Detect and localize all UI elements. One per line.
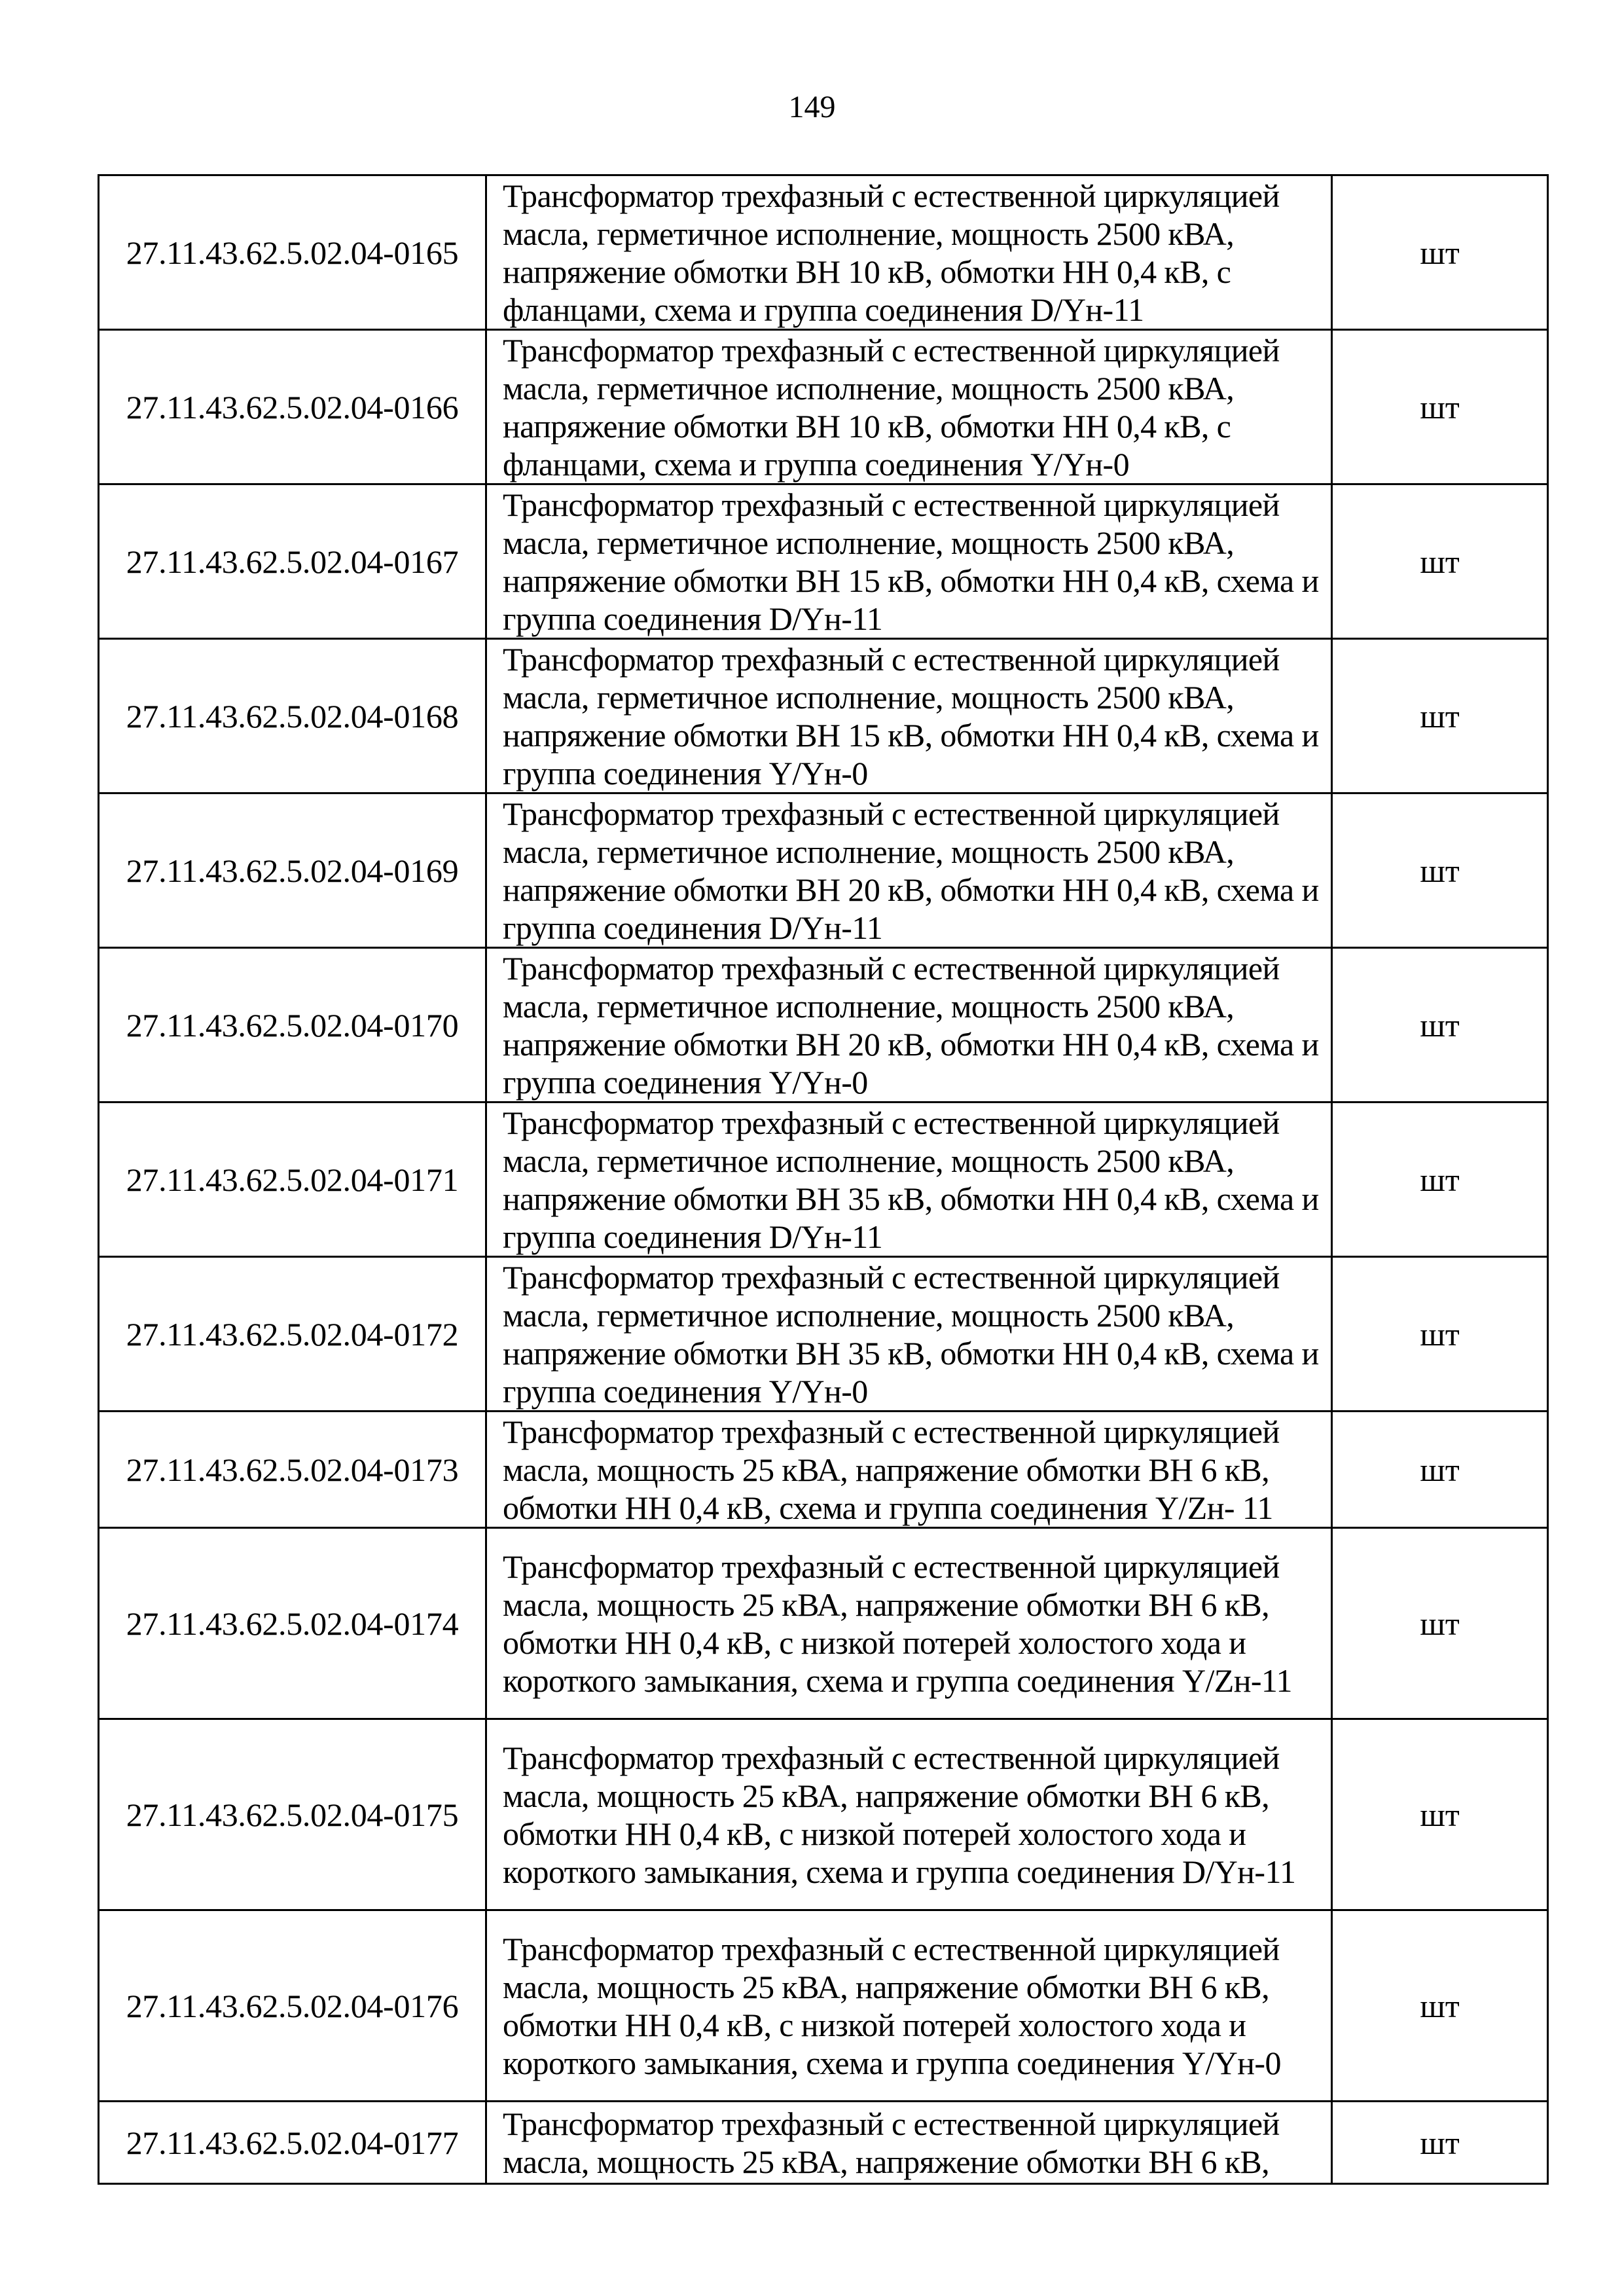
item-code: 27.11.43.62.5.02.04-0168: [99, 639, 486, 793]
item-code: 27.11.43.62.5.02.04-0175: [99, 1719, 486, 1910]
table-row: [99, 793, 1548, 948]
item-description: Трансформатор трехфазный с естественной циркуляцией масла, герметичное исполнение, мощность 2500 кВА, напряжение обмотки ВН 10 кВ, обмотки НН 0,4 кВ, с фланцами, схема и группа соединения Y/Yн-0: [486, 330, 1332, 484]
table-row: [99, 1528, 1548, 1719]
item-code: 27.11.43.62.5.02.04-0171: [99, 1102, 486, 1257]
item-code: 27.11.43.62.5.02.04-0170: [99, 948, 486, 1102]
item-unit: шт: [1332, 639, 1548, 793]
item-description: Трансформатор трехфазный с естественной циркуляцией масла, герметичное исполнение, мощность 2500 кВА, напряжение обмотки ВН 35 кВ, обмотки НН 0,4 кВ, схема и группа соединения Y/Yн-0: [486, 1257, 1332, 1412]
table-row: [99, 175, 1548, 330]
item-description: Трансформатор трехфазный с естественной циркуляцией масла, герметичное исполнение, мощность 2500 кВА, напряжение обмотки ВН 10 кВ, обмотки НН 0,4 кВ, с фланцами, схема и группа соединения D/Yн-11: [486, 175, 1332, 330]
item-description: Трансформатор трехфазный с естественной циркуляцией масла, мощность 25 кВА, напряжение обмотки ВН 6 кВ, обмотки НН 0,4 кВ, с низкой потерей холостого хода и короткого замыкания, схема и группа соединения D/Yн-11: [486, 1719, 1332, 1910]
item-description: Трансформатор трехфазный с естественной циркуляцией масла, герметичное исполнение, мощность 2500 кВА, напряжение обмотки ВН 20 кВ, обмотки НН 0,4 кВ, схема и группа соединения D/Yн-11: [486, 793, 1332, 948]
item-unit: шт: [1332, 330, 1548, 484]
item-description: Трансформатор трехфазный с естественной циркуляцией масла, герметичное исполнение, мощность 2500 кВА, напряжение обмотки ВН 35 кВ, обмотки НН 0,4 кВ, схема и группа соединения D/Yн-11: [486, 1102, 1332, 1257]
item-code: 27.11.43.62.5.02.04-0165: [99, 175, 486, 330]
item-code: 27.11.43.62.5.02.04-0173: [99, 1412, 486, 1528]
item-description: Трансформатор трехфазный с естественной циркуляцией масла, мощность 25 кВА, напряжение обмотки ВН 6 кВ, обмотки НН 0,4 кВ, с низкой потерей холостого хода и короткого замыкания, схема и группа соединения Y/Yн-0: [486, 1910, 1332, 2102]
table-row: [99, 639, 1548, 793]
table-row: [99, 1102, 1548, 1257]
item-unit: шт: [1332, 793, 1548, 948]
item-code: 27.11.43.62.5.02.04-0172: [99, 1257, 486, 1412]
page-number: 149: [788, 90, 836, 124]
table-row: [99, 1257, 1548, 1412]
table-row: [99, 330, 1548, 484]
item-unit: шт: [1332, 1102, 1548, 1257]
table-row: [99, 1719, 1548, 1910]
catalog-table: [98, 174, 1549, 2185]
item-unit: шт: [1332, 948, 1548, 1102]
item-unit: шт: [1332, 1412, 1548, 1528]
item-unit: шт: [1332, 1719, 1548, 1910]
table-row: [99, 948, 1548, 1102]
item-code: 27.11.43.62.5.02.04-0166: [99, 330, 486, 484]
item-code: 27.11.43.62.5.02.04-0169: [99, 793, 486, 948]
table-row: [99, 1910, 1548, 2102]
item-unit: шт: [1332, 1257, 1548, 1412]
item-code: 27.11.43.62.5.02.04-0177: [99, 2102, 486, 2184]
item-description: Трансформатор трехфазный с естественной циркуляцией масла, мощность 25 кВА, напряжение обмотки ВН 6 кВ,: [486, 2102, 1332, 2184]
table-row: [99, 2102, 1548, 2184]
item-description: Трансформатор трехфазный с естественной циркуляцией масла, герметичное исполнение, мощность 2500 кВА, напряжение обмотки ВН 15 кВ, обмотки НН 0,4 кВ, схема и группа соединения Y/Yн-0: [486, 639, 1332, 793]
item-description: Трансформатор трехфазный с естественной циркуляцией масла, герметичное исполнение, мощность 2500 кВА, напряжение обмотки ВН 15 кВ, обмотки НН 0,4 кВ, схема и группа соединения D/Yн-11: [486, 484, 1332, 639]
item-code: 27.11.43.62.5.02.04-0176: [99, 1910, 486, 2102]
item-description: Трансформатор трехфазный с естественной циркуляцией масла, мощность 25 кВА, напряжение обмотки ВН 6 кВ, обмотки НН 0,4 кВ, схема и группа соединения Y/Zн- 11: [486, 1412, 1332, 1528]
item-unit: шт: [1332, 1910, 1548, 2102]
table-row: [99, 484, 1548, 639]
item-unit: шт: [1332, 175, 1548, 330]
item-unit: шт: [1332, 1528, 1548, 1719]
item-description: Трансформатор трехфазный с естественной циркуляцией масла, мощность 25 кВА, напряжение обмотки ВН 6 кВ, обмотки НН 0,4 кВ, с низкой потерей холостого хода и короткого замыкания, схема и группа соединения Y/Zн-11: [486, 1528, 1332, 1719]
item-code: 27.11.43.62.5.02.04-0174: [99, 1528, 486, 1719]
item-description: Трансформатор трехфазный с естественной циркуляцией масла, герметичное исполнение, мощность 2500 кВА, напряжение обмотки ВН 20 кВ, обмотки НН 0,4 кВ, схема и группа соединения Y/Yн-0: [486, 948, 1332, 1102]
table-row: [99, 1412, 1548, 1528]
item-unit: шт: [1332, 484, 1548, 639]
item-code: 27.11.43.62.5.02.04-0167: [99, 484, 486, 639]
item-unit: шт: [1332, 2102, 1548, 2184]
